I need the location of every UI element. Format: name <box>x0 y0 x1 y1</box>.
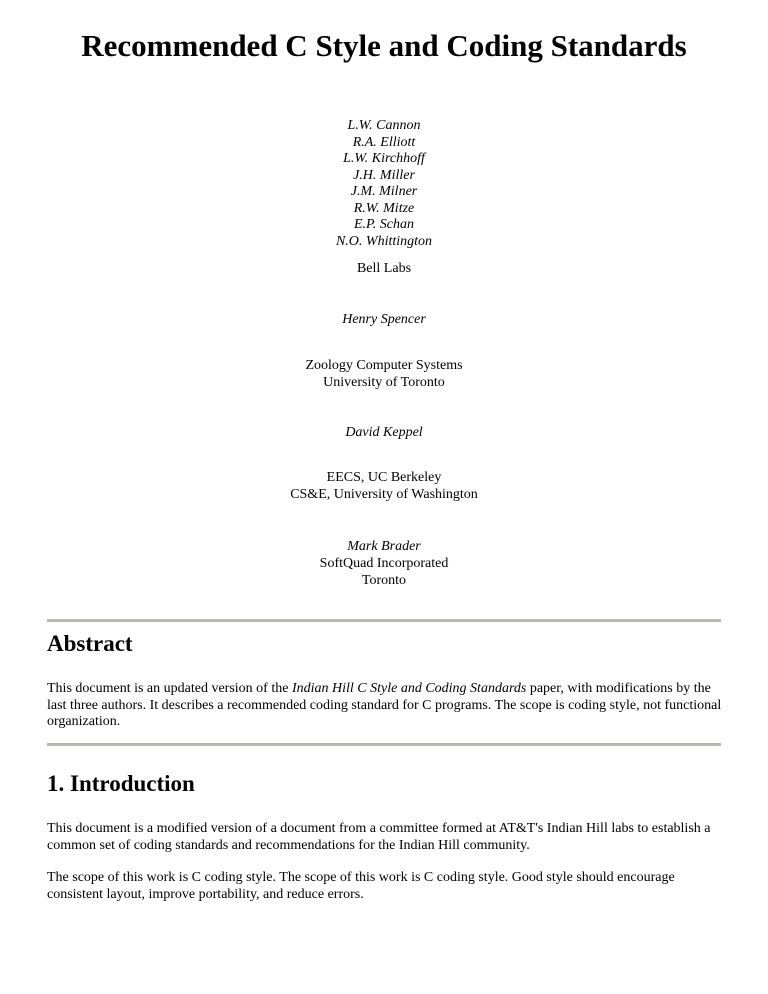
text: This document is an updated version of the <box>47 681 292 696</box>
affiliation-line: EECS, UC Berkeley <box>326 470 442 485</box>
page-title: Recommended C Style and Coding Standards <box>81 28 687 63</box>
divider <box>47 743 721 746</box>
author: R.A. Elliott <box>352 134 416 150</box>
affiliation-line: SoftQuad Incorporated <box>319 556 449 571</box>
author: L.W. Kirchhoff <box>343 151 425 166</box>
author: E.P. Schan <box>353 217 414 232</box>
intro-paragraph: This document is a modified version of a document from a committee formed at AT&T's Indian Hill labs to establish a common set of coding standards and recommendations for the Indian Hill community. <box>47 821 711 853</box>
author: Mark Brader <box>347 539 421 554</box>
abstract-heading: Abstract <box>47 631 133 656</box>
intro-paragraph: The scope of this work is C coding style. The scope of this work is C coding style. Good style should encourage consistent layout, improve portability, and reduce errors. <box>47 870 675 902</box>
author: J.H. Miller <box>353 167 415 183</box>
author: L.W. Cannon <box>347 118 421 133</box>
affiliation <box>0 556 768 589</box>
author: David Keppel <box>345 425 423 440</box>
author-list <box>0 118 768 250</box>
affiliation <box>0 358 768 391</box>
emphasis: Indian Hill C Style and Coding Standards <box>291 681 527 696</box>
affiliation <box>0 470 768 503</box>
author: N.O. Whittington <box>335 233 433 249</box>
text: paper, with modifications by the last three authors. It describes a recommended coding standard for C programs. The scope is coding style, not functional organization. <box>47 681 722 729</box>
author: Henry Spencer <box>342 312 426 327</box>
abstract-paragraph <box>47 681 727 731</box>
affiliation: Bell Labs <box>356 261 412 276</box>
affiliation-line: Toronto <box>361 572 407 588</box>
affiliation-line: Zoology Computer Systems <box>305 358 463 373</box>
introduction-heading: 1. Introduction <box>47 771 195 796</box>
author: R.W. Mitze <box>353 200 415 216</box>
divider <box>47 619 721 622</box>
author: J.M. Milner <box>350 184 418 199</box>
affiliation-line: CS&E, University of Washington <box>290 486 478 502</box>
affiliation-line: University of Toronto <box>323 374 445 390</box>
